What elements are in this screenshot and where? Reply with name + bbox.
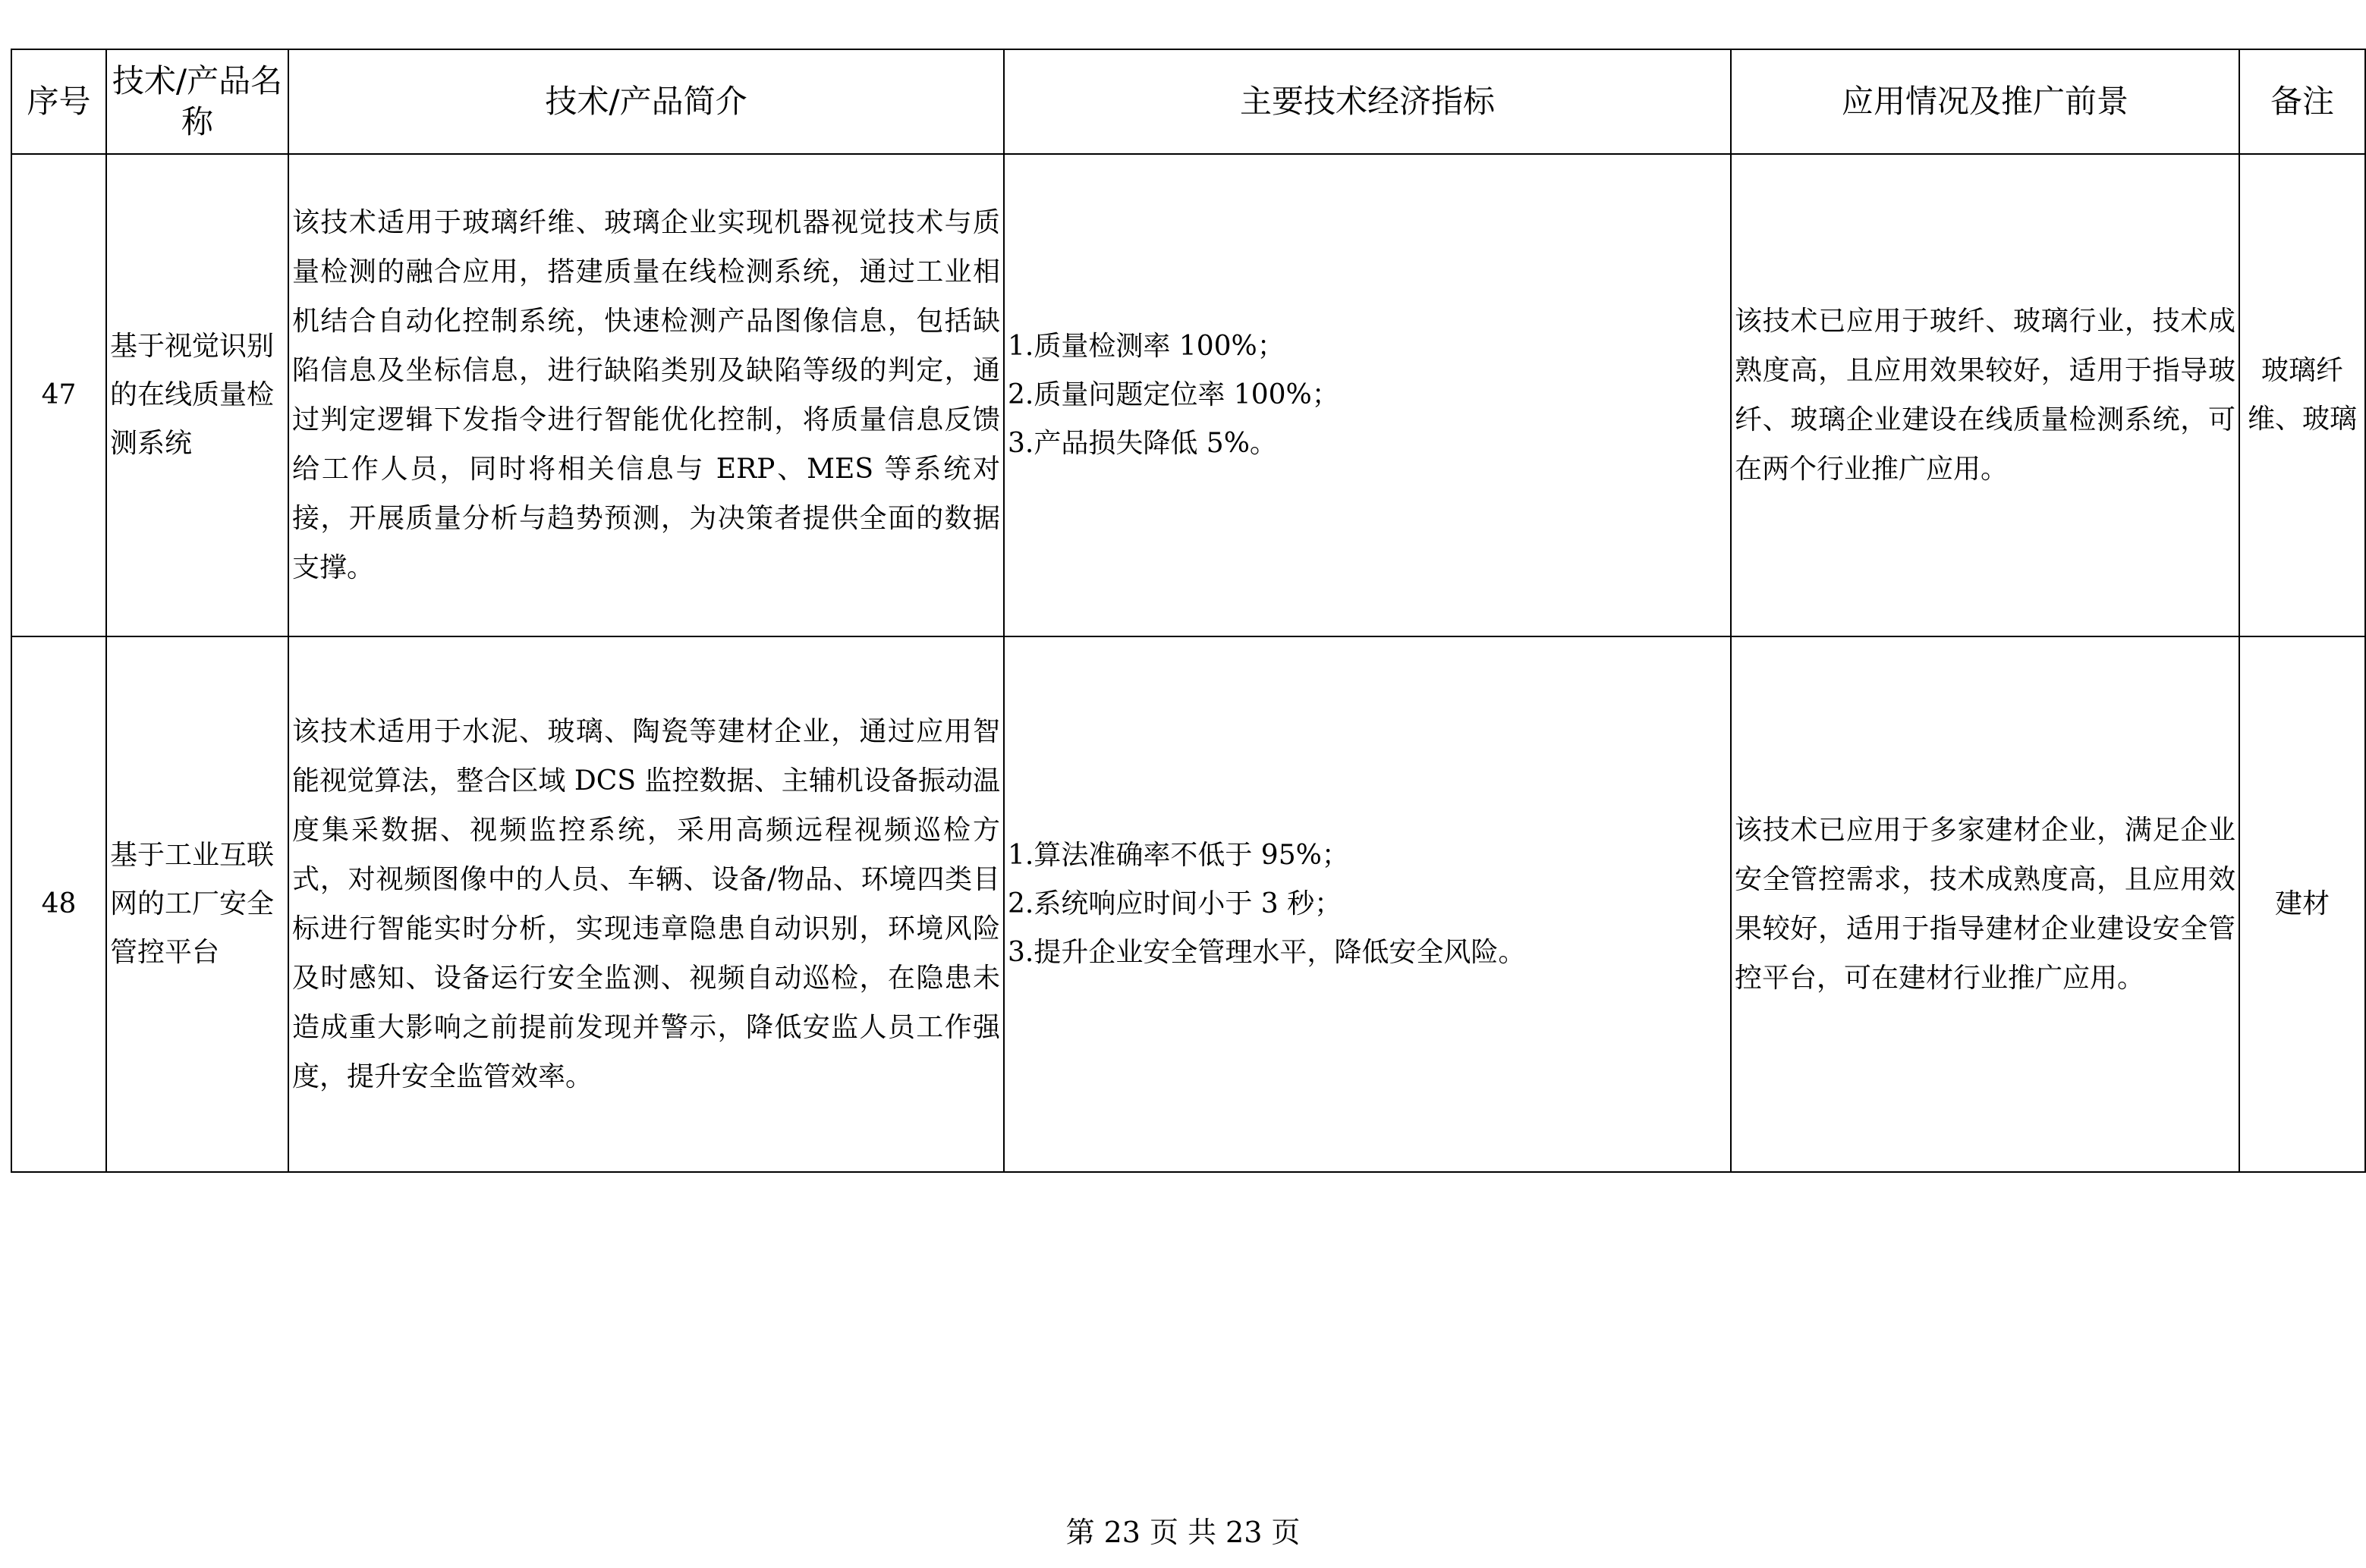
indicator-item: 2.质量问题定位率 100%； [1008, 379, 1339, 410]
page-footer [0, 1516, 2366, 1549]
row-indicators [1004, 154, 1731, 636]
indicator-item: 1.质量检测率 100%； [1008, 331, 1285, 362]
footer-suffix: 页 [1271, 1516, 1301, 1549]
indicator-item: 1.算法准确率不低于 95%； [1008, 840, 1349, 871]
header-note: 备注 [2239, 49, 2365, 154]
header-seq: 序号 [11, 49, 106, 154]
row-indicators [1004, 636, 1731, 1172]
row-prospect: 该技术已应用于多家建材企业，满足企业安全管控需求，技术成熟度高，且应用效果较好，适用于指导建材企业建设安全管控平台，可在建材行业推广应用。 [1731, 636, 2239, 1172]
table-row [11, 154, 2365, 636]
indicator-item: 3.提升企业安全管理水平，降低安全风险。 [1008, 937, 1526, 968]
row-seq: 48 [11, 636, 106, 1172]
footer-prefix: 第 [1065, 1516, 1095, 1549]
row-intro: 该技术适用于水泥、玻璃、陶瓷等建材企业，通过应用智能视觉算法，整合区域 DCS 监控数据、主辅机设备振动温度集采数据、视频监控系统，采用高频远程视频巡检方式，对视频图像中的人员、车辆、设备/物品、环境四类目标进行智能实时分析，实现违章隐患自动识别，环境风险及时感知、设备运行安全监测、视频自动巡检，在隐患未造成重大影响之前提前发现并警示，降低安监人员工作强度，提升安全监管效率。 [288, 636, 1004, 1172]
technology-table [11, 49, 2366, 1173]
indicator-item: 2.系统响应时间小于 3 秒； [1008, 888, 1342, 919]
table-row [11, 636, 2365, 1172]
row-intro: 该技术适用于玻璃纤维、玻璃企业实现机器视觉技术与质量检测的融合应用，搭建质量在线检测系统，通过工业相机结合自动化控制系统，快速检测产品图像信息，包括缺陷信息及坐标信息，进行缺陷类别及缺陷等级的判定，通过判定逻辑下发指令进行智能优化控制，将质量信息反馈给工作人员，同时将相关信息与 ERP、MES 等系统对接，开展质量分析与趋势预测，为决策者提供全面的数据支撑。 [288, 154, 1004, 636]
row-name: 基于视觉识别的在线质量检测系统 [106, 154, 288, 636]
row-note: 建材 [2239, 636, 2365, 1172]
footer-mid: 页 共 [1149, 1516, 1217, 1549]
footer-page-number: 23 [1103, 1516, 1141, 1549]
header-prospect: 应用情况及推广前景 [1731, 49, 2239, 154]
indicator-item: 3.产品损失降低 5%。 [1008, 428, 1277, 459]
row-note: 玻璃纤维、玻璃 [2239, 154, 2365, 636]
row-prospect: 该技术已应用于玻纤、玻璃行业，技术成熟度高，且应用效果较好，适用于指导玻纤、玻璃企业建设在线质量检测系统，可在两个行业推广应用。 [1731, 154, 2239, 636]
header-indicators: 主要技术经济指标 [1004, 49, 1731, 154]
header-row [11, 49, 2365, 154]
row-name: 基于工业互联网的工厂安全管控平台 [106, 636, 288, 1172]
header-intro: 技术/产品简介 [288, 49, 1004, 154]
footer-total-pages: 23 [1225, 1516, 1263, 1549]
header-name: 技术/产品名称 [106, 49, 288, 154]
row-seq: 47 [11, 154, 106, 636]
